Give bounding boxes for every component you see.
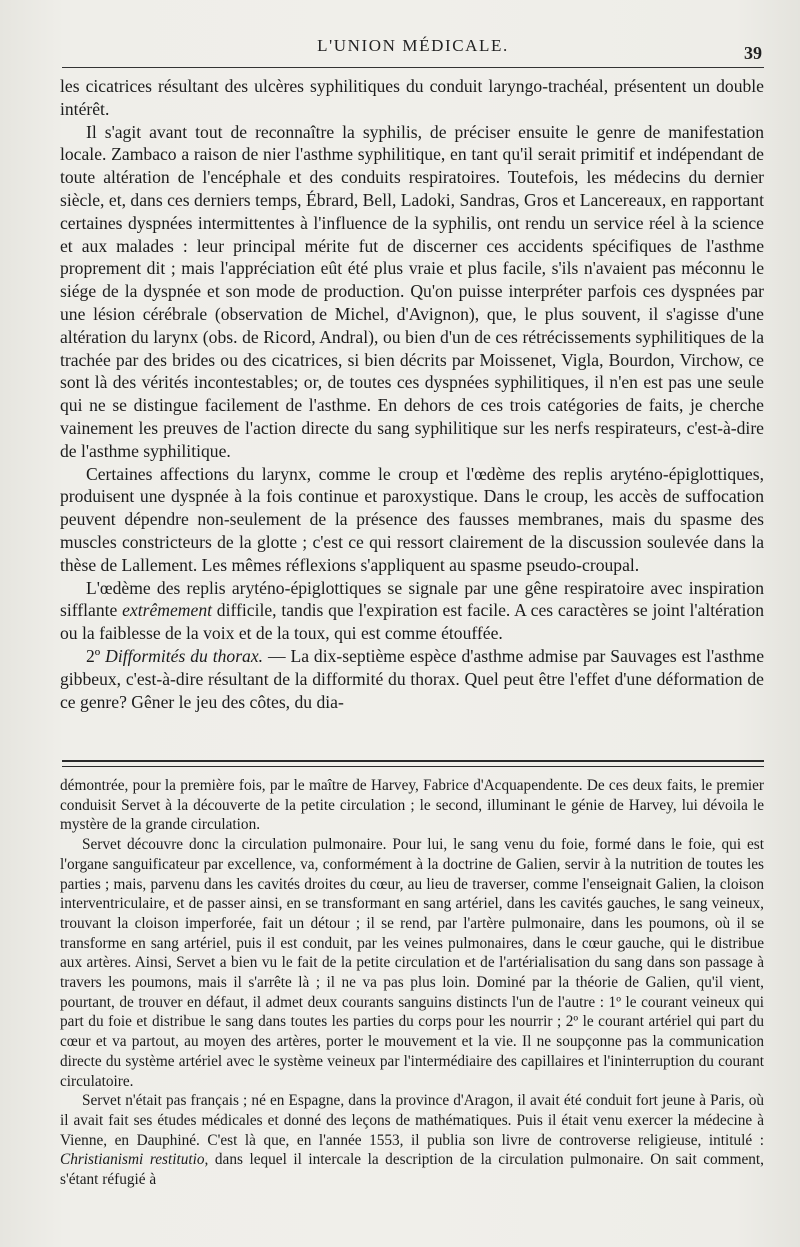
footnote-paragraph: Servet découvre donc la circulation pulmonaire. Pour lui, le sang venu du foie, formé dans le foie, qui est l'organe sanguificateur par excellence, va, conformément à la doctrine de Galien, servir à la nutrition de toutes les parties ; mais, parvenu dans les cavités droites du cœur, au lieu de traverser, comme l'enseignait Galien, la cloison interventriculaire, et de passer ainsi, en se transformant en sang artériel, dans les cavités gauches, le sang veineux, trouvant la cloison imperforée, fait un détour ; il se rend, par l'artère pulmonaire, dans les poumons, où il se transforme en sang artériel, puis il est conduit, par les veines pulmonaires, dans le cœur gauche, qui le distribue aux artères. Ainsi, Servet a bien vu le fait de la petite circulation et de l'artérialisation du sang dans son passage à travers les poumons, mais il s'arrête là ; il ne va pas plus loin. Dominé par la théorie de Galien, qu'il vient, pourtant, de trouver en défaut, il admet deux courants sanguins distincts l'un de l'autre : 1º le courant veineux qui part du foie et distribue le sang dans toutes les parties du corps pour les nourrir ; 2º le courant artériel qui part du cœur et va partout, au moyen des artères, porter le mouvement et la vie. Il ne soupçonne pas la communication directe du système artériel avec le système veineux par l'intermédiaire des capillaires et l'ininterruption du courant circulatoire. bbox=[60, 836, 764, 1090]
running-head: L'UNION MÉDICALE. bbox=[317, 36, 509, 55]
paragraph-text: L'œdème des replis aryténo-épiglottiques se signale par une gêne respiratoire avec inspiration sifflante bbox=[60, 577, 764, 621]
paragraph bbox=[60, 577, 764, 645]
section-title: Difformités du thorax. bbox=[105, 645, 264, 666]
footnote-paragraph: démontrée, pour la première fois, par le maître de Harvey, Fabrice d'Acquapendente. De ces deux faits, le premier conduisit Servet à la découverte de la petite circulation ; le second, illuminant le génie de Harvey, lui dévoila le mystère de la grande circulation. bbox=[60, 777, 764, 834]
paragraph: les cicatrices résultant des ulcères syphilitiques du conduit laryngo-trachéal, présentent un double intérêt. bbox=[60, 76, 764, 119]
paragraph-text: difficile, tandis que l'expiration est facile. A ces caractères se joint l'altération ou la faiblesse de la voix et de la toux, qui est comme étouffée. bbox=[60, 600, 764, 644]
paragraph: Il s'agit avant tout de reconnaître la syphilis, de préciser ensuite le genre de manifestation locale. Zambaco a raison de nier l'asthme syphilitique, en tant qu'il serait primitif et indépendant de toute altération de l'encéphale et des conduits respiratoires. Toutefois, les médecins du dernier siècle, et, dans ces derniers temps, Ébrard, Bell, Ladoki, Sandras, Gros et Lancereaux, en rapportant certaines dyspnées intermittentes à l'influence de la syphilis, ont rendu un service réel à la science et aux malades : leur principal mérite fut de discerner ces accidents spécifiques de l'asthme proprement dit ; mais l'appréciation eût été plus vraie et plus facile, s'ils n'avaient pas méconnu le siége de la dyspnée et son mode de production. Qu'on puisse interpréter parfois ces dyspnées par une lésion cérébrale (observation de Michel, d'Avignon), que, le plus souvent, il s'agisse d'une altération du larynx (obs. de Ricord, Andral), ou bien d'un de ces rétrécissements syphilitiques de la trachée par des brides ou des cicatrices, si bien décrits par Moissenet, Vigla, Bourdon, Virchow, ce sont là des vérités incontestables; or, de toutes ces dyspnées syphilitiques, il n'en est pas une seule qui ne se distingue facilement de l'asthme. En dehors de ces trois catégories de faits, je cherche vainement les preuves de l'action directe du sang syphilitique sur les nerfs respirateurs, c'est-à-dire de l'asthme syphilitique. bbox=[60, 121, 764, 461]
header-rule bbox=[62, 67, 764, 68]
section-number: 2º bbox=[86, 645, 106, 666]
paragraph-text: — La dix-septième espèce d'asthme admise par Sauvages est l'asthme gibbeux, c'est-à-dire résultant de la difformité du thorax. Quel peut être l'effet d'une déformation de ce genre? Gêner le jeu des côtes, du dia- bbox=[60, 645, 765, 712]
emphasis: extrêmement bbox=[122, 600, 213, 621]
footnote-text: Servet n'était pas français ; né en Espagne, dans la province d'Aragon, il avait été conduit fort jeune à Paris, où il avait fait ses études médicales et donné des leçons de mathématiques. Puis il était venu exercer la médecine à Vienne, en Dauphiné. C'est là que, en l'année 1553, il publia son livre de controverse religieuse, intitulé : bbox=[60, 1092, 764, 1149]
page-number: 39 bbox=[744, 43, 762, 63]
book-title: Christianismi restitutio, bbox=[60, 1151, 209, 1169]
footnote-text: dans lequel il intercale la description de la circulation pulmonaire. On sait comment, s'étant réfugié à bbox=[60, 1151, 764, 1189]
footnote-block bbox=[60, 776, 764, 1190]
footnote-rule bbox=[62, 760, 764, 762]
section-paragraph bbox=[60, 645, 764, 713]
main-text bbox=[60, 75, 764, 713]
paragraph: Certaines affections du larynx, comme le croup et l'œdème des replis aryténo-épiglottiques, produisent une dyspnée à la fois continue et paroxystique. Dans le croup, les accès de suffocation peuvent dépendre non-seulement de la présence des fausses membranes, mais du spasme des muscles constricteurs de la glotte ; c'est ce qui ressort clairement de la discussion soulevée dans la thèse de Lallement. Les mêmes réflexions s'appliquent au spasme pseudo-croupal. bbox=[60, 463, 764, 575]
footnote-rule-thin bbox=[62, 766, 764, 767]
footnote-paragraph bbox=[60, 1091, 764, 1190]
page-header bbox=[60, 28, 766, 68]
